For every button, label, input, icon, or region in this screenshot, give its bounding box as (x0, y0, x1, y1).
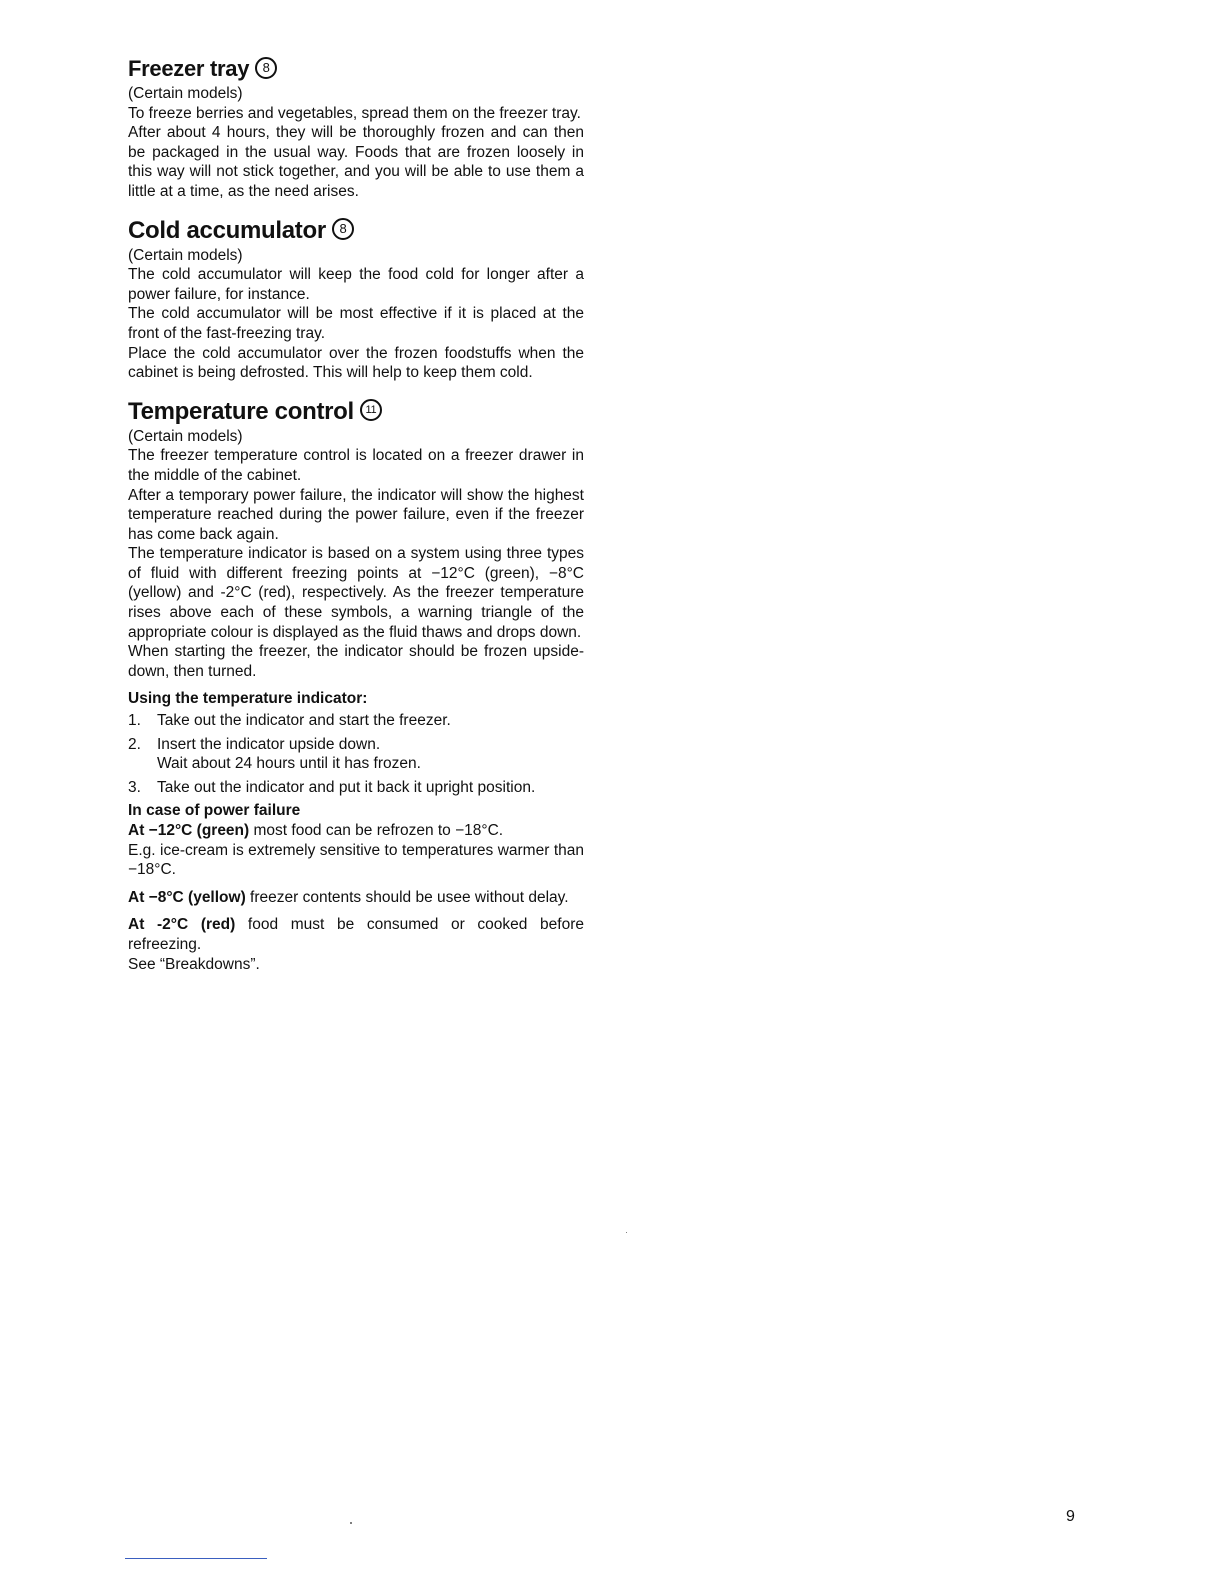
temperature-control-models: (Certain models) (128, 427, 243, 445)
cold-accumulator-heading: Cold accumulator 8 (128, 216, 584, 246)
cold-accumulator-para-1: The cold accumulator will keep the food cold for longer after a power failure, for instance. (128, 266, 584, 303)
ref-11-icon: 11 (360, 399, 382, 421)
freezer-tray-para-1: To freeze berries and vegetables, spread them on the freezer tray. (128, 104, 581, 122)
temperature-control-para-4: When starting the freezer, the indicator should be frozen upside-down, then turned. (128, 643, 584, 680)
scan-speck (350, 1522, 352, 1524)
bottom-rule (125, 1558, 267, 1559)
cold-accumulator-para-3: Place the cold accumulator over the frozen foodstuffs when the cabinet is being defrosted. This will help to keep them cold. (128, 344, 584, 382)
list-item: 2. Insert the indicator upside down. Wait about 24 hours until it has frozen. (128, 735, 421, 773)
freezer-tray-heading: Freezer tray 8 (128, 54, 584, 84)
temperature-control-heading: Temperature control 11 (128, 397, 584, 427)
ref-8-icon: 8 (332, 218, 354, 240)
using-indicator-heading: Using the temperature indicator: (128, 690, 368, 708)
cold-accumulator-section (128, 216, 584, 383)
see-breakdowns: See “Breakdowns”. (128, 955, 260, 973)
main-column (128, 54, 584, 988)
temperature-control-para-2: After a temporary power failure, the indicator will show the highest temperature reached during the power failure, even if the freezer has come back again. (128, 486, 584, 543)
power-failure-heading: In case of power failure (128, 802, 301, 820)
temperature-control-para-1: The freezer temperature control is located on a freezer drawer in the middle of the cabinet. (128, 447, 584, 484)
red-level-text: At -2°C (red) food must be consumed or cooked before refreezing. (128, 916, 584, 953)
page-number: 9 (1066, 1508, 1075, 1525)
list-item: 3. Take out the indicator and put it back it upright position. (128, 778, 536, 796)
ref-8-icon: 8 (255, 57, 277, 79)
green-level-note: E.g. ice-cream is extremely sensitive to temperatures warmer than −18°C. (128, 841, 584, 879)
list-item: 1. Take out the indicator and start the freezer. (128, 712, 451, 730)
freezer-tray-section (128, 54, 584, 202)
temperature-control-para-3: The temperature indicator is based on a system using three types of fluid with different freezing points at −12°C (green), −8°C (yellow) and -2°C (red), respectively. As the freezer temperature rises above each of these symbols, a warning triangle of the appropriate colour is displayed as the fluid thaws and drops down. (128, 545, 584, 641)
yellow-level-text: At −8°C (yellow) freezer contents should be usee without delay. (128, 888, 569, 906)
temperature-control-section (128, 397, 584, 974)
scan-speck (626, 1232, 627, 1233)
freezer-tray-models: (Certain models) (128, 85, 243, 102)
indicator-steps (128, 711, 584, 797)
cold-accumulator-models: (Certain models) (128, 246, 243, 264)
freezer-tray-para-2: After about 4 hours, they will be thoroughly frozen and can then be packaged in the usual way. Foods that are frozen loosely in this way will not stick together, and you will be able to use them a little at a time, as the need arises. (128, 124, 584, 200)
green-level-text: At −12°C (green) most food can be refrozen to −18°C. (128, 822, 504, 839)
cold-accumulator-para-2: The cold accumulator will be most effective if it is placed at the front of the fast-freezing tray. (128, 305, 584, 342)
